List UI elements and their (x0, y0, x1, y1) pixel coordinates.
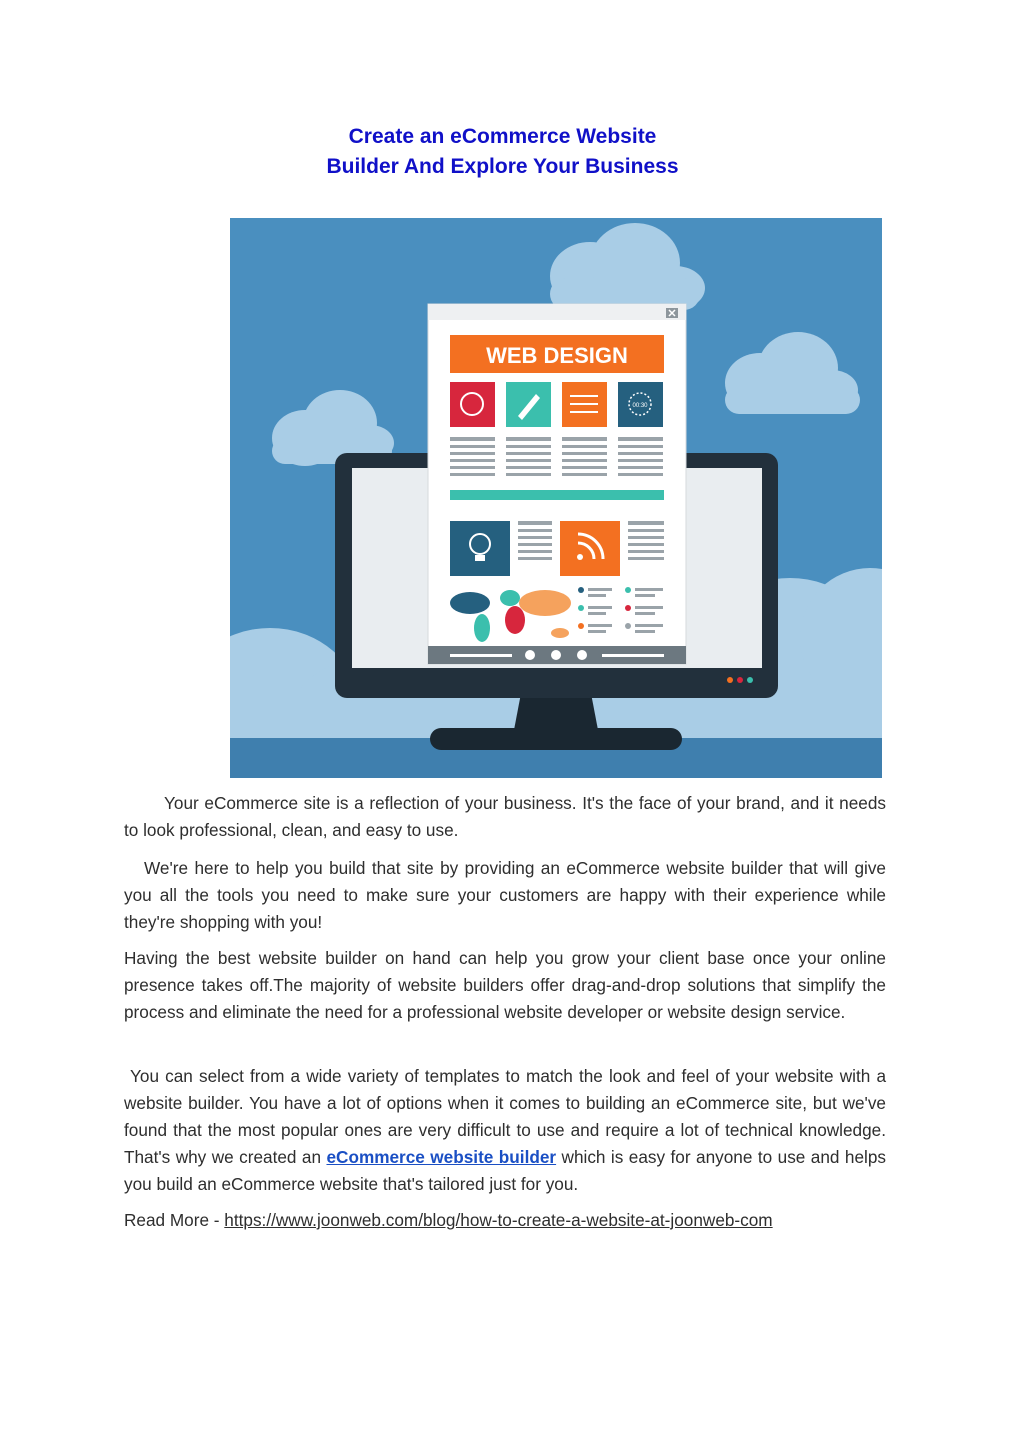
monitor-base (430, 728, 682, 750)
webpage-toolbar (428, 304, 686, 320)
banner-text: WEB DESIGN (486, 343, 628, 368)
page-title (0, 122, 1005, 182)
monitor-led-3 (747, 677, 753, 683)
title-line-1: Create an eCommerce Website (348, 125, 657, 148)
web-design-illustration (230, 218, 882, 778)
tile-red (450, 382, 495, 427)
bulb-base (475, 555, 485, 561)
rss-dot (577, 554, 583, 560)
footer-line-right (602, 654, 664, 657)
paragraph-3: Having the best website builder on hand can help you grow your client base once your online presence takes off.The majority of website builders offer drag-and-drop solutions that simplify the process and eliminate the need for a professional website developer or website design service. (124, 948, 886, 1022)
paragraph-4-text-start: You can select from a wide variety of templates to match the look and feel of your website with a website builder. You have a lot of options when it comes to building an eCommerce site, but we've found that the most popular ones are very difficult to use and require a lot of technical knowledge. That's why we created an (124, 1066, 886, 1167)
progress-strip (450, 490, 664, 500)
title-line-2: Builder And Explore Your Business (326, 155, 679, 178)
paragraph-2: We're here to help you build that site by providing an eCommerce website builder that will give you all the tools you need to make sure your customers are happy with their experience while they're shopping with you! (124, 858, 886, 932)
paragraph-4 (124, 1063, 886, 1198)
footer-icon-3 (577, 650, 587, 660)
timer-text: 00:30 (632, 403, 648, 409)
paragraph-1: Your eCommerce site is a reflection of your business. It's the face of your brand, and it needs to look professional, clean, and easy to use. (124, 793, 886, 840)
paragraph-4-text-end: which is easy for anyone to use and helps you build an eCommerce website that's tailored just for you. (124, 1147, 886, 1194)
footer-icon-2 (551, 650, 561, 660)
footer-icon-1 (525, 650, 535, 660)
close-icon (666, 308, 678, 318)
monitor-led-1 (727, 677, 733, 683)
read-more-label: Read More - (124, 1210, 225, 1230)
ecommerce-website-builder-link[interactable]: eCommerce website builder (326, 1147, 557, 1167)
tile-bulb (450, 521, 510, 576)
read-more-url-link[interactable]: https://www.joonweb.com/blog/how-to-create-a-website-at-joonweb-com (224, 1210, 773, 1230)
footer-line-left (450, 654, 512, 657)
read-more-line (124, 1207, 886, 1234)
monitor-led-2 (737, 677, 743, 683)
web-design-svg (230, 218, 882, 778)
